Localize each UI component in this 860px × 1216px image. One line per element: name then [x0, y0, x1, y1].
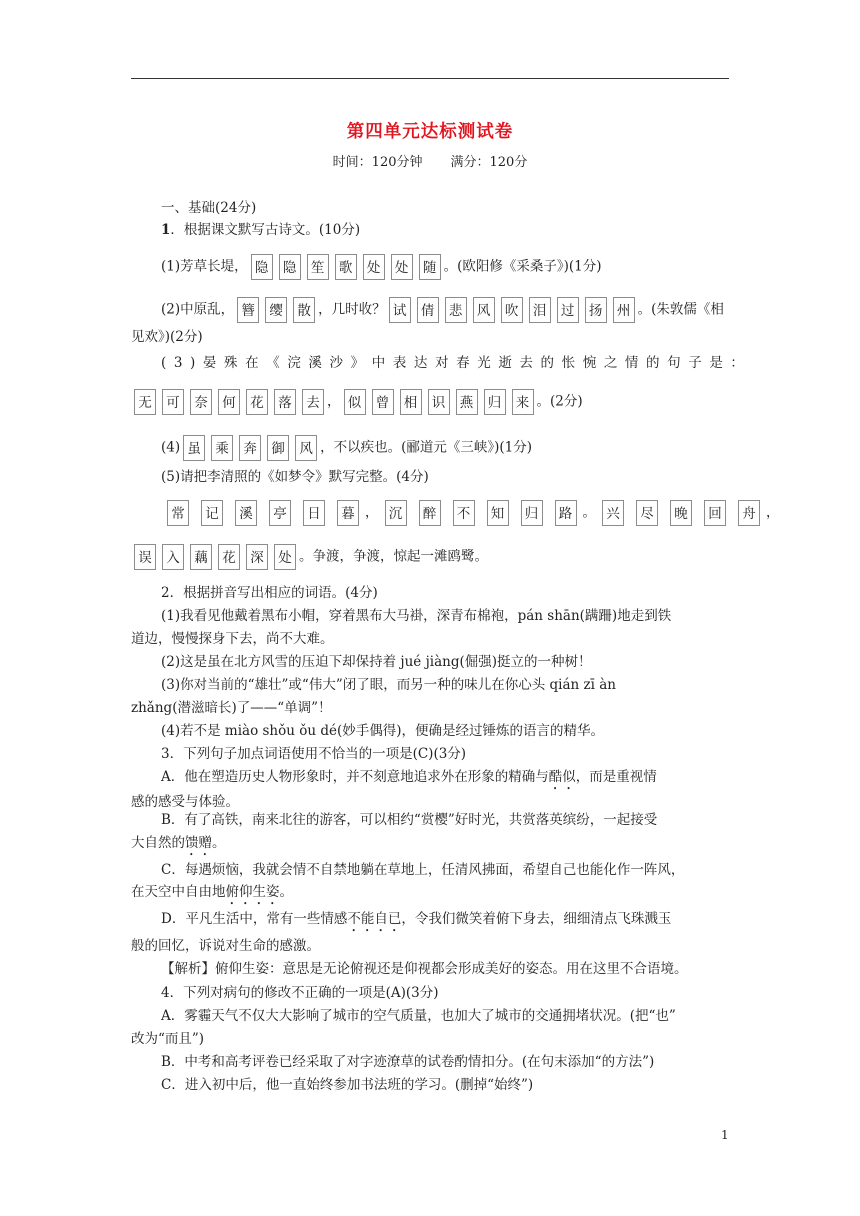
answer-box: 落 — [274, 389, 296, 415]
q4-option-b: B．中考和高考评卷已经采取了对字迹潦草的试卷酌情扣分。(在句末添加“的方法”) — [161, 1054, 655, 1070]
answer-box: 御 — [267, 435, 289, 461]
answer-box: 散 — [293, 297, 315, 323]
answer-box: 何 — [218, 389, 240, 415]
page-number: 1 — [721, 1128, 729, 1142]
answer-box: 沉 — [385, 500, 407, 526]
answer-box: 兴 — [602, 500, 624, 526]
q3-option-c: C．每遇烦恼，我就会情不自禁地躺在草地上，任清风拂面，希望自己也能化作一阵风， — [161, 862, 685, 878]
q2-stem: 2．根据拼音写出相应的词语。(4分) — [161, 585, 378, 601]
answer-box: 处 — [274, 544, 296, 570]
answer-box: 常 — [167, 500, 189, 526]
answer-box: 醉 — [419, 500, 441, 526]
answer-box: 日 — [303, 500, 325, 526]
q1-part5-row2 — [131, 544, 488, 570]
dotted-term: 酷似 — [548, 769, 576, 785]
comma: ， — [365, 504, 379, 521]
exam-meta — [0, 151, 860, 170]
q3a-pre: A．他在塑造历史人物形象时，并不刻意地追求外在形象的精确与 — [161, 769, 549, 785]
q1p4-post: ，不以疾也。(郦道元《三峡》)(1分) — [320, 439, 533, 456]
answer-box: 不 — [453, 500, 475, 526]
period: 。 — [582, 504, 596, 521]
q1-stem-text: ．根据课文默写古诗文。(10分) — [170, 222, 361, 238]
q3-stem: 3．下列句子加点词语使用不恰当的一项是(C)(3分) — [161, 746, 467, 762]
comma: ， — [766, 504, 780, 521]
q3c-pre: 在天空中自由地 — [131, 884, 226, 900]
answer-box: 风 — [473, 297, 495, 323]
q4-option-c: C．进入初中后，他一直始终参加书法班的学习。(删掉“始终”) — [161, 1077, 534, 1093]
q1p5-post: 。争渡，争渡，惊起一滩鸥鹭。 — [299, 548, 488, 565]
answer-box: 路 — [555, 500, 577, 526]
q3-option-b-cont — [131, 833, 226, 859]
answer-box: 悲 — [445, 297, 467, 323]
q1-part1 — [161, 254, 602, 280]
answer-box: 花 — [218, 544, 240, 570]
answer-boxes — [161, 500, 365, 526]
answer-boxes — [341, 389, 537, 415]
q1-part2-cont: 见欢》)(2分) — [131, 329, 203, 345]
dotted-term: 馈赠 — [185, 835, 212, 851]
answer-box: 亭 — [269, 500, 291, 526]
q2-item2: (2)这是虽在北方风雪的压迫下却保持着 jué jiàng(倔强)挺立的一种树！ — [161, 654, 592, 670]
answer-box: 奈 — [190, 389, 212, 415]
q1p2-pre: (2)中原乱， — [161, 301, 235, 318]
answer-box: 笙 — [307, 254, 329, 280]
time-limit: 时间：120分钟 — [332, 155, 423, 170]
q1p2-mid: ，几时收？ — [318, 301, 386, 318]
q4-stem: 4．下列对病句的修改不正确的一项是(A)(3分) — [161, 985, 439, 1001]
q3-analysis: 【解析】俯仰生姿：意思是无论俯视还是仰视都会形成美好的姿态。用在这里不合语境。 — [161, 961, 688, 977]
answer-box: 尽 — [636, 500, 658, 526]
q1p4-pre: (4) — [161, 439, 181, 456]
answer-box: 知 — [487, 500, 509, 526]
answer-box: 晚 — [670, 500, 692, 526]
comma: ， — [327, 393, 341, 410]
answer-box: 溪 — [235, 500, 257, 526]
q4-option-a: A．雾霾天气不仅大大影响了城市的空气质量，也加大了城市的交通拥堵状况。(把“也” — [161, 1008, 676, 1024]
q1p3-post: 。(2分) — [536, 393, 583, 410]
q3-option-b: B．有了高铁，南来北往的游客，可以相约“赏樱”好时光，共赏落英缤纷，一起接受 — [161, 812, 658, 828]
answer-box: 过 — [557, 297, 579, 323]
answer-boxes — [386, 297, 638, 323]
answer-box: 随 — [419, 254, 441, 280]
q2-item1: (1)我看见他戴着黑布小帽，穿着黑布大马褂，深青布棉袍，pán shān(蹒跚)地走到铁 — [161, 608, 672, 624]
answer-box: 泪 — [529, 297, 551, 323]
q3d-pre: D．平凡生活中，常有一些情感 — [161, 911, 348, 927]
q1-part4 — [161, 435, 532, 461]
answer-boxes — [180, 435, 320, 461]
q1p3-text: (3)晏殊在《浣溪沙》中表达对春光逝去的怅惋之情的句子是： — [161, 355, 752, 371]
q3b-post: 。 — [212, 835, 226, 851]
answer-box: 似 — [344, 389, 366, 415]
q2-item4: (4)若不是 miào shǒu ǒu dé(妙手偶得)，便确是经过锤炼的语言的精华。 — [161, 723, 605, 739]
answer-box: 舟 — [738, 500, 760, 526]
page-title: 第四单元达标测试卷 — [346, 122, 514, 142]
answer-box: 归 — [484, 389, 506, 415]
answer-box: 扬 — [585, 297, 607, 323]
answer-box: 吹 — [501, 297, 523, 323]
answer-box: 歌 — [335, 254, 357, 280]
q1-part5-row1 — [161, 500, 780, 526]
answer-box: 归 — [521, 500, 543, 526]
answer-box: 簪 — [237, 297, 259, 323]
q1-part3-answers — [131, 389, 583, 415]
answer-box: 来 — [512, 389, 534, 415]
q3-option-d — [161, 909, 671, 935]
q1-part2 — [161, 297, 724, 323]
q3a-post: ，而是重视情 — [575, 769, 657, 785]
answer-boxes — [248, 254, 444, 280]
answer-boxes — [379, 500, 583, 526]
answer-box: 试 — [389, 297, 411, 323]
q3-option-a-cont: 感的感受与体验。 — [131, 794, 239, 810]
answer-box: 隐 — [279, 254, 301, 280]
answer-box: 回 — [704, 500, 726, 526]
answer-box: 入 — [162, 544, 184, 570]
answer-box: 燕 — [456, 389, 478, 415]
answer-box: 去 — [302, 389, 324, 415]
answer-box: 花 — [246, 389, 268, 415]
answer-box: 识 — [428, 389, 450, 415]
dotted-term: 不能自已 — [347, 911, 402, 927]
answer-box: 无 — [134, 389, 156, 415]
answer-box: 缨 — [265, 297, 287, 323]
answer-box: 虽 — [183, 435, 205, 461]
q3-option-d-cont: 般的回忆，诉说对生命的感激。 — [131, 938, 320, 954]
q1-part5-stem: (5)请把李清照的《如梦令》默写完整。(4分) — [161, 469, 429, 485]
q2-item3: (3)你对当前的“雄壮”或“伟大”闭了眼，而另一种的味儿在你心头 qián zī àn — [161, 677, 616, 693]
q1p2-post: 。(朱敦儒《相 — [637, 301, 724, 318]
full-score: 满分：120分 — [450, 155, 528, 170]
q4-option-a-cont: 改为“而且”) — [131, 1031, 205, 1047]
q3d-post: ，令我们微笑着俯下身去，细细清点飞珠溅玉 — [401, 911, 672, 927]
q2-item3-cont: zhǎng(潜滋暗长)了——“单调”！ — [131, 700, 332, 716]
q1-part3-line1 — [161, 353, 752, 373]
answer-box: 暮 — [337, 500, 359, 526]
section-heading: 一、基础(24分) — [161, 200, 257, 216]
q1p1-post: 。(欧阳修《采桑子》)(1分) — [443, 258, 602, 275]
answer-boxes — [596, 500, 766, 526]
answer-box: 相 — [400, 389, 422, 415]
answer-boxes — [131, 544, 299, 570]
answer-box: 处 — [391, 254, 413, 280]
dotted-term: 俯仰生姿 — [225, 884, 280, 900]
q3-option-a — [161, 767, 657, 793]
answer-box: 藕 — [190, 544, 212, 570]
q2-item1-cont: 道边，慢慢探身下去，尚不大难。 — [131, 631, 334, 647]
answer-box: 风 — [295, 435, 317, 461]
q1p1-pre: (1)芳草长堤， — [161, 258, 248, 275]
answer-box: 记 — [201, 500, 223, 526]
q1-stem: 1．根据课文默写古诗文。(10分) — [161, 222, 361, 238]
answer-boxes — [234, 297, 318, 323]
answer-box: 奔 — [239, 435, 261, 461]
q3b-pre: 大自然的 — [131, 835, 185, 851]
answer-box: 倩 — [417, 297, 439, 323]
answer-box: 可 — [162, 389, 184, 415]
header-rule — [131, 78, 729, 79]
answer-box: 深 — [246, 544, 268, 570]
answer-box: 处 — [363, 254, 385, 280]
answer-boxes — [131, 389, 327, 415]
answer-box: 误 — [134, 544, 156, 570]
answer-box: 曾 — [372, 389, 394, 415]
q3c-post: 。 — [279, 884, 293, 900]
answer-box: 州 — [613, 297, 635, 323]
q3-option-c-cont — [131, 882, 293, 908]
answer-box: 乘 — [211, 435, 233, 461]
answer-box: 隐 — [251, 254, 273, 280]
